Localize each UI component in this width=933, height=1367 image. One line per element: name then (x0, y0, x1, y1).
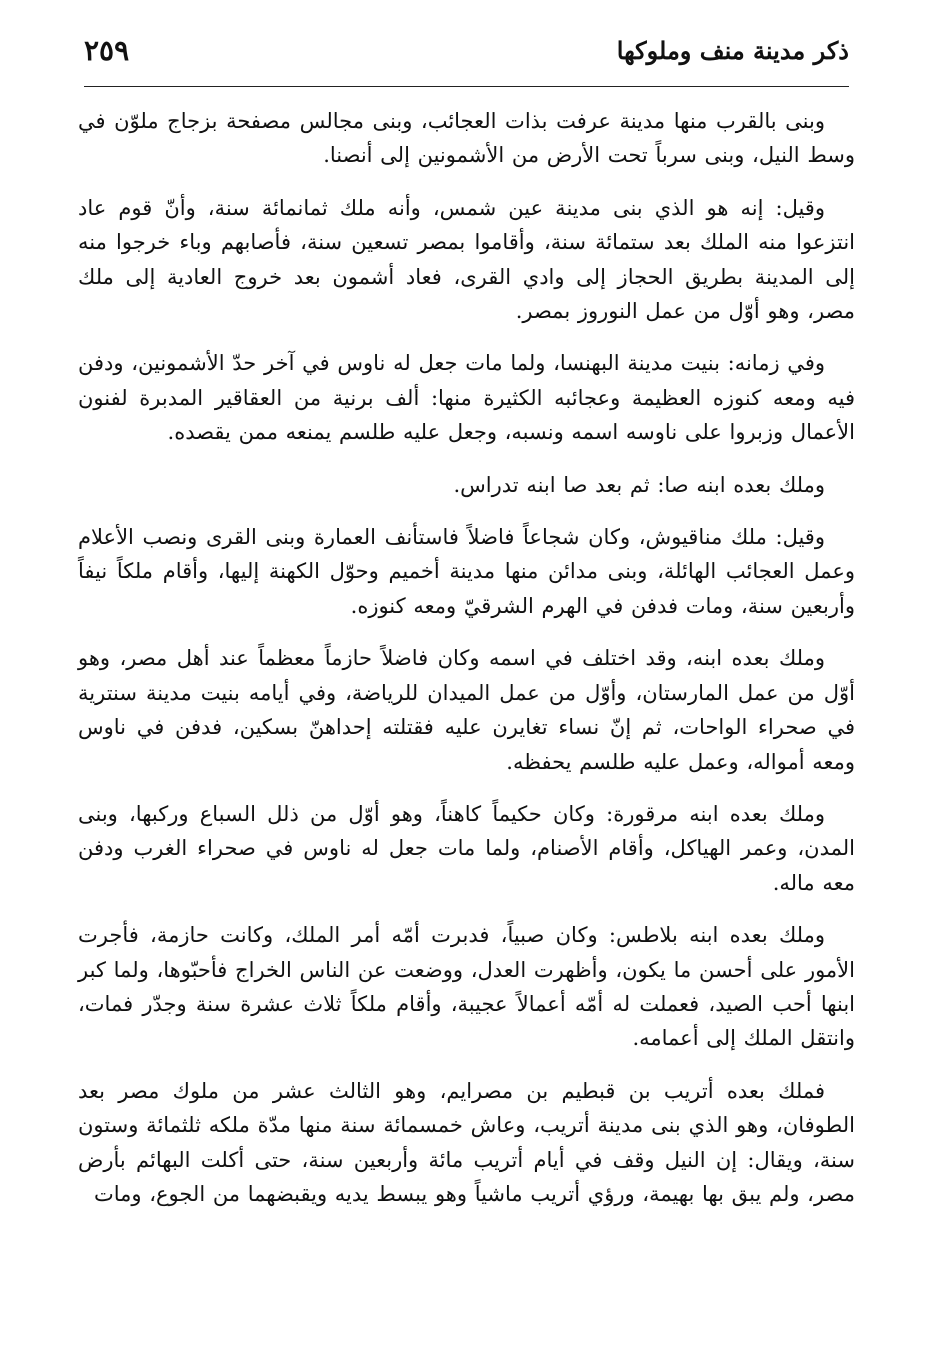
paragraph-8: وملك بعده ابنه بلاطس: وكان صبياً، فدبرت أمّه أمر الملك، وكانت حازمة، فأجرت الأمور على أحسن ما يكون، وأظهرت العدل، ووضعت عن الناس الخراج فأحبّوها، ولما كبر ابنها أحب الصيد، فعملت له أمّه أعمالاً عجيبة، وأقام ملكاً ثلاث عشرة سنة وجدّر فمات، وانتقل الملك إلى أعمامه. (78, 923, 855, 1051)
chapter-header-title: ذكر مدينة منف وملوكها (616, 36, 849, 65)
paragraph-7: وملك بعده ابنه مرقورة: وكان حكيماً كاهناً، وهو أوّل من ذلل السباع وركبها، وبنى المدن، وعمر الهياكل، وأقام الأصنام، ولما مات جعل له ناوس في صحراء الغرب ودفن معه ماله. (78, 801, 855, 895)
paragraph-6: وملك بعده ابنه، وقد اختلف في اسمه وكان فاضلاً حازماً معظماً عند أهل مصر، وهو أوّل من عمل المارستان، وأوّل من عمل الميدان للرياضة، وفي أيامه بنيت مدينة سنترية في صحراء الواحات، ثم إنّ نساء تغايرن عليه فقتلته إحداهنّ بسكين، فدفن في ناوس ومعه أمواله، وعمل عليه طلسم يحفظه. (78, 646, 855, 774)
header-divider (84, 86, 849, 87)
running-head (84, 30, 849, 80)
paragraph-3: وفي زمانه: بنيت مدينة البهنسا، ولما مات جعل له ناوس في آخر حدّ الأشمونين، ودفن فيه ومعه كنوزه العظيمة وعجائبه الكثيرة منها: ألف برنية من العقاقير المدبرة لفنون الأعمال وزبروا على ناوسه اسمه ونسبه، وجعل عليه طلسم يمنعه ممن يقصده. (78, 351, 855, 445)
paragraph-2: وقيل: إنه هو الذي بنى مدينة عين شمس، وأنه ملك ثمانمائة سنة، وأنّ قوم عاد انتزعوا منه الملك بعد ستمائة سنة، وأقاموا بمصر تسعين سنة، فأصابهم وباء خرجوا منه إلى المدينة بطريق الحجاز إلى وادي القرى، فعاد أشمون بعد خروج العادية إلى ملك مصر، وهو أوّل من عمل النوروز بمصر. (78, 195, 855, 324)
paragraph-1: وبنى بالقرب منها مدينة عرفت بذات العجائب، وبنى مجالس مصفحة بزجاج ملوّن في وسط النيل، وبنى سرباً تحت الأرض من الأشمونين إلى أنصنا. (78, 109, 855, 168)
page-number: ٢٥٩ (84, 34, 130, 67)
paragraph-5: وقيل: ملك مناقيوش، وكان شجاعاً فاضلاً فاستأنف العمارة وبنى القرى ونصب الأعلام وعمل العجائب الهائلة، وبنى مدائن منها مدينة أخميم وحوّل الكهنة إليها، وأقام ملكاً نيفاً وأربعين سنة، ومات فدفن في الهرم الشرقيّ ومعه كنوزه. (78, 525, 855, 618)
paragraph-4: وملك بعده ابنه صا: ثم بعد صا ابنه تدراس. (453, 472, 825, 497)
paragraph-9: فملك بعده أتريب بن قبطيم بن مصرايم، وهو الثالث عشر من ملوك مصر بعد الطوفان، وهو الذي بنى مدينة أتريب، وعاش خمسمائة سنة منها مدّة ملكه ثلثمائة وستون سنة، ويقال: إن النيل وقف في أيام أتريب مائة وأربعين سنة، حتى أكلت البهائم بأرض مصر، ولم يبق بها بهيمة، ورؤي أتريب ماشياً وهو يبسط يديه ويقبضهما من الجوع، ومات (78, 1078, 855, 1206)
page-body (78, 104, 855, 1229)
